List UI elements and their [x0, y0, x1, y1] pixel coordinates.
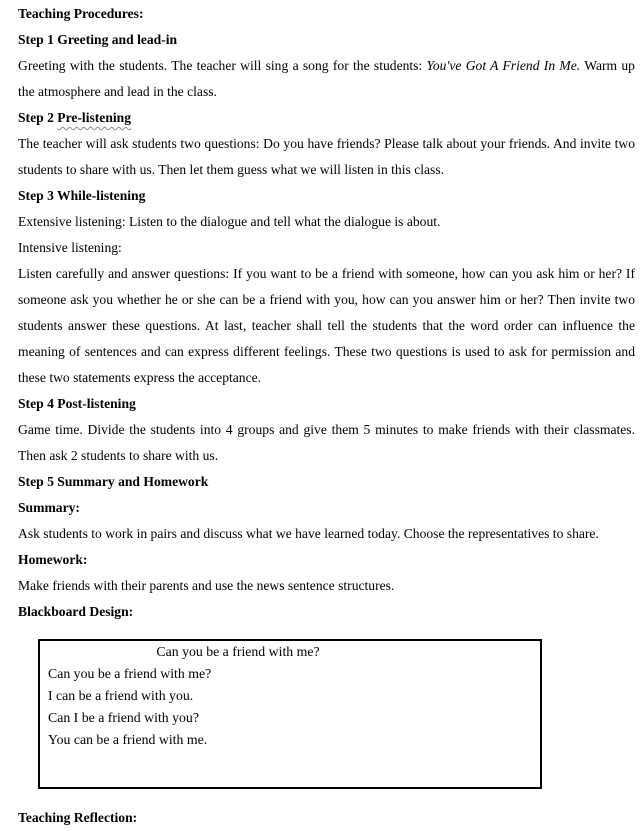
blackboard-box-line: I can be a friend with you.: [48, 688, 194, 703]
step-1-body-end: Warm up the atmosphere and lead in the class.: [18, 58, 635, 99]
summary-label: Summary:: [18, 500, 80, 515]
blackboard-box-line: You can be a friend with me.: [48, 732, 208, 747]
blackboard-box-line: Can I be a friend with you?: [48, 710, 199, 725]
step-4-heading: Step 4 Post-listening: [18, 396, 136, 411]
summary-body: Ask students to work in pairs and discuss what we have learned today. Choose the representatives to share.: [18, 526, 599, 541]
step-1-body: [18, 53, 635, 105]
teaching-reflection-heading: Teaching Reflection:: [18, 810, 138, 825]
step-1-heading: Step 1 Greeting and lead-in: [18, 32, 178, 47]
extensive-listening-paragraph: Extensive listening: Listen to the dialogue and tell what the dialogue is about.: [18, 214, 441, 229]
step-3-heading: Step 3 While-listening: [18, 188, 146, 203]
blackboard-box-line: Can you be a friend with me?: [48, 666, 212, 681]
homework-body: Make friends with their parents and use the news sentence structures.: [18, 578, 395, 593]
song-title: You've Got A Friend In Me.: [426, 58, 581, 73]
step-2-heading-spellcheck-word: Pre-listening: [57, 110, 132, 125]
step-4-body: Game time. Divide the students into 4 groups and give them 5 minutes to make friends with their classmates. Then ask 2 students to share with us.: [18, 422, 635, 463]
teaching-procedures-heading: Teaching Procedures:: [18, 6, 144, 21]
intensive-listening-label: Intensive listening:: [18, 240, 122, 255]
blackboard-design-box: [38, 639, 542, 789]
step-2-heading: [18, 105, 635, 131]
step-2-heading-prefix: Step 2: [18, 110, 58, 125]
blackboard-box-title: Can you be a friend with me?: [156, 644, 320, 659]
homework-label: Homework:: [18, 552, 88, 567]
blackboard-design-heading: Blackboard Design:: [18, 604, 134, 619]
intensive-listening-paragraph: Listen carefully and answer questions: If you want to be a friend with someone, how can you ask him or her? If someone ask you whether he or she can be a friend with you, how can you answer him or her? Then invite two students answer these questions. At last, teacher shall tell the students that the word order can influence the meaning of sentences and can express different feelings. These two questions is used to ask for permission and these two statements express the acceptance.: [18, 266, 635, 385]
step-1-body-start: Greeting with the students. The teacher will sing a song for the students:: [18, 58, 427, 73]
step-5-heading: Step 5 Summary and Homework: [18, 474, 209, 489]
step-2-body: The teacher will ask students two questions: Do you have friends? Please talk about your friends. And invite two students to share with us. Then let them guess what we will listen in this class.: [18, 136, 635, 177]
